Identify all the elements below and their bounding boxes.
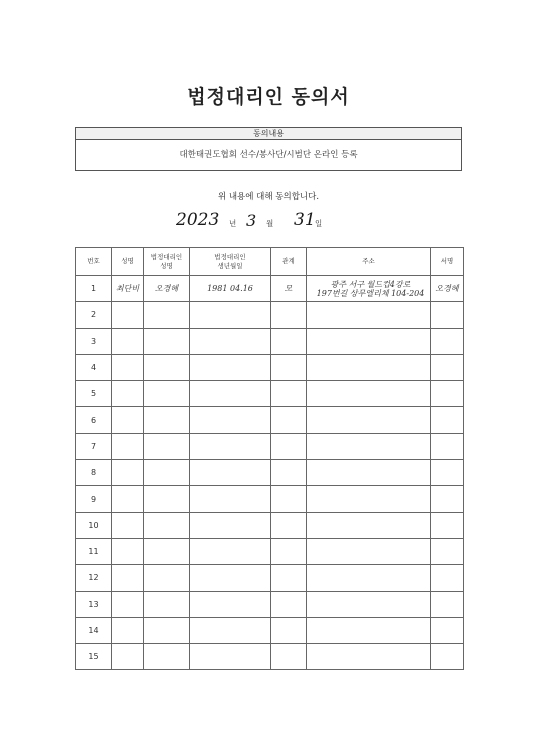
row-no: 14 bbox=[76, 617, 112, 643]
relation-cell[interactable] bbox=[271, 302, 307, 328]
date-month-unit: 월 bbox=[266, 219, 274, 228]
name-cell[interactable] bbox=[112, 354, 144, 380]
guardian-birth-cell[interactable] bbox=[190, 381, 271, 407]
name-cell[interactable] bbox=[112, 302, 144, 328]
signature-cell[interactable] bbox=[431, 302, 464, 328]
relation-cell[interactable] bbox=[271, 407, 307, 433]
col-guardian-birth: 법정대리인 생년월일 bbox=[190, 248, 271, 276]
date-year-unit: 년 bbox=[229, 219, 237, 228]
row-no: 13 bbox=[76, 591, 112, 617]
row-no: 3 bbox=[76, 328, 112, 354]
relation-cell[interactable] bbox=[271, 381, 307, 407]
guardian-birth-cell[interactable] bbox=[190, 644, 271, 670]
address-cell[interactable] bbox=[307, 644, 431, 670]
consent-box bbox=[75, 127, 462, 171]
signature-cell[interactable] bbox=[431, 407, 464, 433]
relation-cell[interactable] bbox=[271, 591, 307, 617]
table-row bbox=[76, 354, 464, 380]
table-row bbox=[76, 565, 464, 591]
row-no: 7 bbox=[76, 433, 112, 459]
signature-cell[interactable] bbox=[431, 512, 464, 538]
table-row bbox=[76, 381, 464, 407]
address-cell[interactable] bbox=[307, 486, 431, 512]
col-name: 성명 bbox=[112, 248, 144, 276]
table-row bbox=[76, 538, 464, 564]
address-cell[interactable] bbox=[307, 460, 431, 486]
relation-cell[interactable] bbox=[271, 538, 307, 564]
signature-cell[interactable] bbox=[431, 538, 464, 564]
row-no: 8 bbox=[76, 460, 112, 486]
guardian-name-cell[interactable] bbox=[144, 381, 190, 407]
guardian-name-cell[interactable] bbox=[144, 328, 190, 354]
name-cell[interactable] bbox=[112, 486, 144, 512]
name-cell[interactable] bbox=[112, 512, 144, 538]
table-row bbox=[76, 591, 464, 617]
address-cell[interactable] bbox=[307, 407, 431, 433]
row-no: 12 bbox=[76, 565, 112, 591]
date-day[interactable]: 31 bbox=[294, 210, 316, 230]
relation-cell[interactable] bbox=[271, 354, 307, 380]
row-no: 11 bbox=[76, 538, 112, 564]
relation-cell[interactable] bbox=[271, 486, 307, 512]
guardian-name-cell[interactable] bbox=[144, 512, 190, 538]
relation-cell[interactable] bbox=[271, 644, 307, 670]
page-title: 법정대리인 동의서 bbox=[187, 86, 350, 108]
table-header-row bbox=[76, 248, 464, 276]
signature-cell[interactable] bbox=[431, 433, 464, 459]
guardian-birth-cell[interactable] bbox=[190, 591, 271, 617]
guardian-birth-cell[interactable] bbox=[190, 354, 271, 380]
signature-cell[interactable] bbox=[431, 565, 464, 591]
relation-cell[interactable] bbox=[271, 460, 307, 486]
guardian-name-cell[interactable] bbox=[144, 644, 190, 670]
address-cell[interactable] bbox=[307, 302, 431, 328]
relation-cell[interactable] bbox=[271, 617, 307, 643]
date-month[interactable]: 3 bbox=[246, 211, 257, 230]
signature-cell[interactable] bbox=[431, 354, 464, 380]
guardian-birth-cell[interactable] bbox=[190, 512, 271, 538]
address-cell[interactable] bbox=[307, 591, 431, 617]
relation-cell[interactable] bbox=[271, 565, 307, 591]
guardian-birth-cell[interactable] bbox=[190, 617, 271, 643]
name-cell[interactable] bbox=[112, 617, 144, 643]
row-no: 10 bbox=[76, 512, 112, 538]
col-relation: 관계 bbox=[271, 248, 307, 276]
guardian-name-cell[interactable]: 오경혜 bbox=[144, 276, 190, 302]
relation-cell[interactable] bbox=[271, 433, 307, 459]
row-no: 9 bbox=[76, 486, 112, 512]
table-row bbox=[76, 328, 464, 354]
address-cell[interactable] bbox=[307, 538, 431, 564]
address-line-1: 광주 서구 월드컵4강로 bbox=[330, 279, 411, 289]
table-row bbox=[76, 276, 464, 302]
consent-body: 대한태권도협회 선수/봉사단/시범단 온라인 등록 bbox=[179, 150, 358, 160]
guardian-birth-cell[interactable] bbox=[190, 565, 271, 591]
guardian-name-cell[interactable] bbox=[144, 591, 190, 617]
signature-cell[interactable] bbox=[431, 591, 464, 617]
name-cell[interactable] bbox=[112, 407, 144, 433]
signature-cell[interactable] bbox=[431, 328, 464, 354]
guardian-name-cell[interactable] bbox=[144, 565, 190, 591]
date-year[interactable]: 2023 bbox=[176, 210, 220, 230]
address-cell[interactable] bbox=[307, 381, 431, 407]
address-cell[interactable] bbox=[307, 328, 431, 354]
address-cell[interactable] bbox=[307, 617, 431, 643]
address-cell[interactable] bbox=[307, 565, 431, 591]
signature-cell[interactable] bbox=[431, 617, 464, 643]
name-cell[interactable]: 최단비 bbox=[112, 276, 144, 302]
signature-cell[interactable] bbox=[431, 460, 464, 486]
relation-cell[interactable] bbox=[271, 328, 307, 354]
guardian-name-cell[interactable] bbox=[144, 433, 190, 459]
guardian-name-cell[interactable] bbox=[144, 354, 190, 380]
name-cell[interactable] bbox=[112, 381, 144, 407]
table-row bbox=[76, 302, 464, 328]
table-row bbox=[76, 407, 464, 433]
col-address: 주소 bbox=[307, 248, 431, 276]
address-line-2: 197번길 상무엘리체 104-204 bbox=[316, 288, 425, 298]
guardian-name-cell[interactable] bbox=[144, 538, 190, 564]
name-cell[interactable] bbox=[112, 460, 144, 486]
guardian-name-cell[interactable] bbox=[144, 617, 190, 643]
table-row bbox=[76, 433, 464, 459]
col-signature: 서명 bbox=[431, 248, 464, 276]
name-cell[interactable] bbox=[112, 591, 144, 617]
table-row bbox=[76, 617, 464, 643]
row-no: 4 bbox=[76, 354, 112, 380]
relation-cell[interactable]: 모 bbox=[271, 276, 307, 302]
guardian-table bbox=[75, 247, 464, 670]
guardian-birth-cell[interactable] bbox=[190, 538, 271, 564]
date-row bbox=[0, 210, 537, 236]
address-cell[interactable] bbox=[307, 354, 431, 380]
name-cell[interactable] bbox=[112, 644, 144, 670]
guardian-birth-cell[interactable] bbox=[190, 486, 271, 512]
guardian-birth-cell[interactable] bbox=[190, 433, 271, 459]
guardian-name-cell[interactable] bbox=[144, 407, 190, 433]
guardian-birth-cell[interactable]: 1981 04.16 bbox=[190, 276, 271, 302]
guardian-birth-cell[interactable] bbox=[190, 460, 271, 486]
relation-cell[interactable] bbox=[271, 512, 307, 538]
guardian-name-cell[interactable] bbox=[144, 302, 190, 328]
table-row bbox=[76, 460, 464, 486]
agree-statement: 위 내용에 대해 동의합니다. bbox=[217, 192, 320, 202]
date-day-unit: 일 bbox=[315, 219, 323, 228]
row-no: 1 bbox=[76, 276, 112, 302]
guardian-name-cell[interactable] bbox=[144, 486, 190, 512]
row-no: 15 bbox=[76, 644, 112, 670]
guardian-birth-cell[interactable] bbox=[190, 407, 271, 433]
row-no: 2 bbox=[76, 302, 112, 328]
address-cell[interactable] bbox=[307, 433, 431, 459]
name-cell[interactable] bbox=[112, 328, 144, 354]
signature-cell[interactable] bbox=[431, 381, 464, 407]
address-cell[interactable] bbox=[307, 512, 431, 538]
row-no: 6 bbox=[76, 407, 112, 433]
signature-cell[interactable] bbox=[431, 644, 464, 670]
col-no: 번호 bbox=[76, 248, 112, 276]
table-row bbox=[76, 512, 464, 538]
guardian-birth-cell[interactable] bbox=[190, 302, 271, 328]
name-cell[interactable] bbox=[112, 433, 144, 459]
signature-cell[interactable]: 오경혜 bbox=[431, 276, 464, 302]
table-row bbox=[76, 486, 464, 512]
guardian-birth-cell[interactable] bbox=[190, 328, 271, 354]
table-row bbox=[76, 644, 464, 670]
col-guardian-name: 법정대리인 성명 bbox=[144, 248, 190, 276]
address-cell[interactable] bbox=[307, 276, 431, 302]
guardian-name-cell[interactable] bbox=[144, 460, 190, 486]
signature-cell[interactable] bbox=[431, 486, 464, 512]
row-no: 5 bbox=[76, 381, 112, 407]
name-cell[interactable] bbox=[112, 538, 144, 564]
consent-header: 동의내용 bbox=[76, 128, 461, 140]
name-cell[interactable] bbox=[112, 565, 144, 591]
